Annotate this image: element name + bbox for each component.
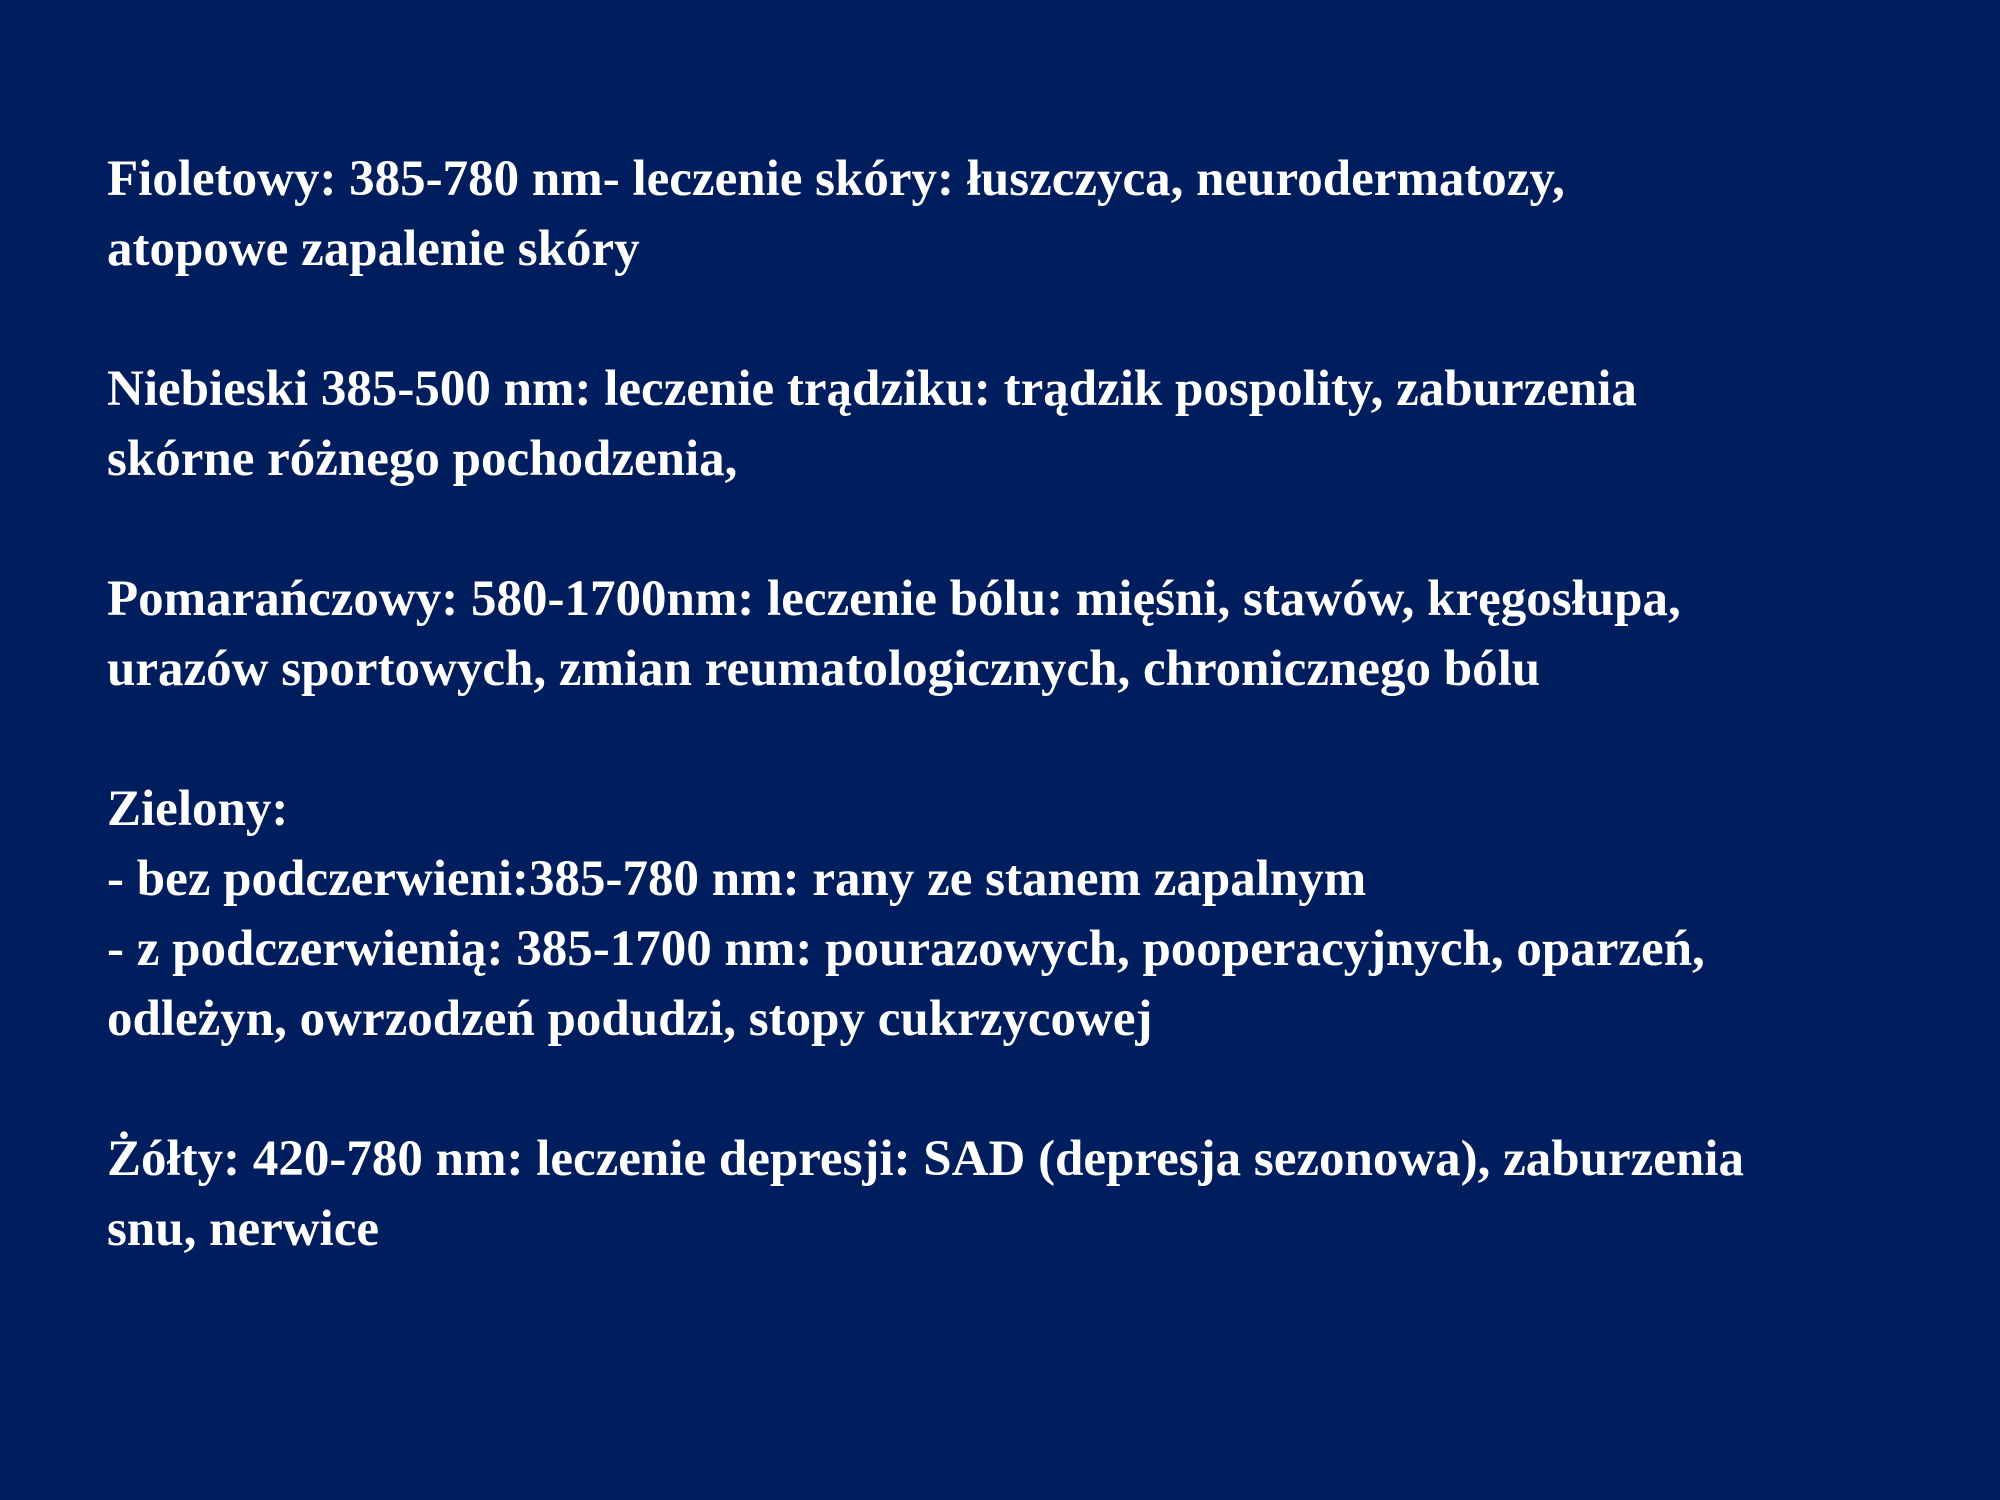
section-blue [107,354,1987,494]
text-line: snu, nerwice [107,1201,379,1257]
text-line: skórne różnego pochodzenia, [107,431,738,487]
section-spacer [107,494,1987,564]
text-line: urazów sportowych, zmian reumatologicznych, chronicznego bólu [107,641,1541,697]
section-spacer [107,1054,1987,1124]
section-green [107,774,1987,1054]
text-line: odleżyn, owrzodzeń podudzi, stopy cukrzycowej [107,991,1153,1047]
text-line: Fioletowy: 385-780 nm- leczenie skóry: łuszczyca, neurodermatozy, [107,151,1565,207]
text-line: Zielony: [107,781,289,837]
section-spacer [107,704,1987,774]
slide-body [107,144,1987,1264]
text-line: - z podczerwienią: 385-1700 nm: pourazowych, pooperacyjnych, oparzeń, [107,921,1705,977]
section-violet [107,144,1987,284]
text-line: Żółty: 420-780 nm: leczenie depresji: SAD (depresja sezonowa), zaburzenia [107,1131,1744,1187]
section-yellow [107,1124,1987,1264]
text-line: atopowe zapalenie skóry [107,221,640,277]
text-line: Pomarańczowy: 580-1700nm: leczenie bólu: mięśni, stawów, kręgosłupa, [107,571,1681,627]
section-orange [107,564,1987,704]
text-line: Niebieski 385-500 nm: leczenie trądziku: trądzik pospolity, zaburzenia [107,361,1637,417]
section-spacer [107,284,1987,354]
text-line: - bez podczerwieni:385-780 nm: rany ze stanem zapalnym [107,851,1367,907]
